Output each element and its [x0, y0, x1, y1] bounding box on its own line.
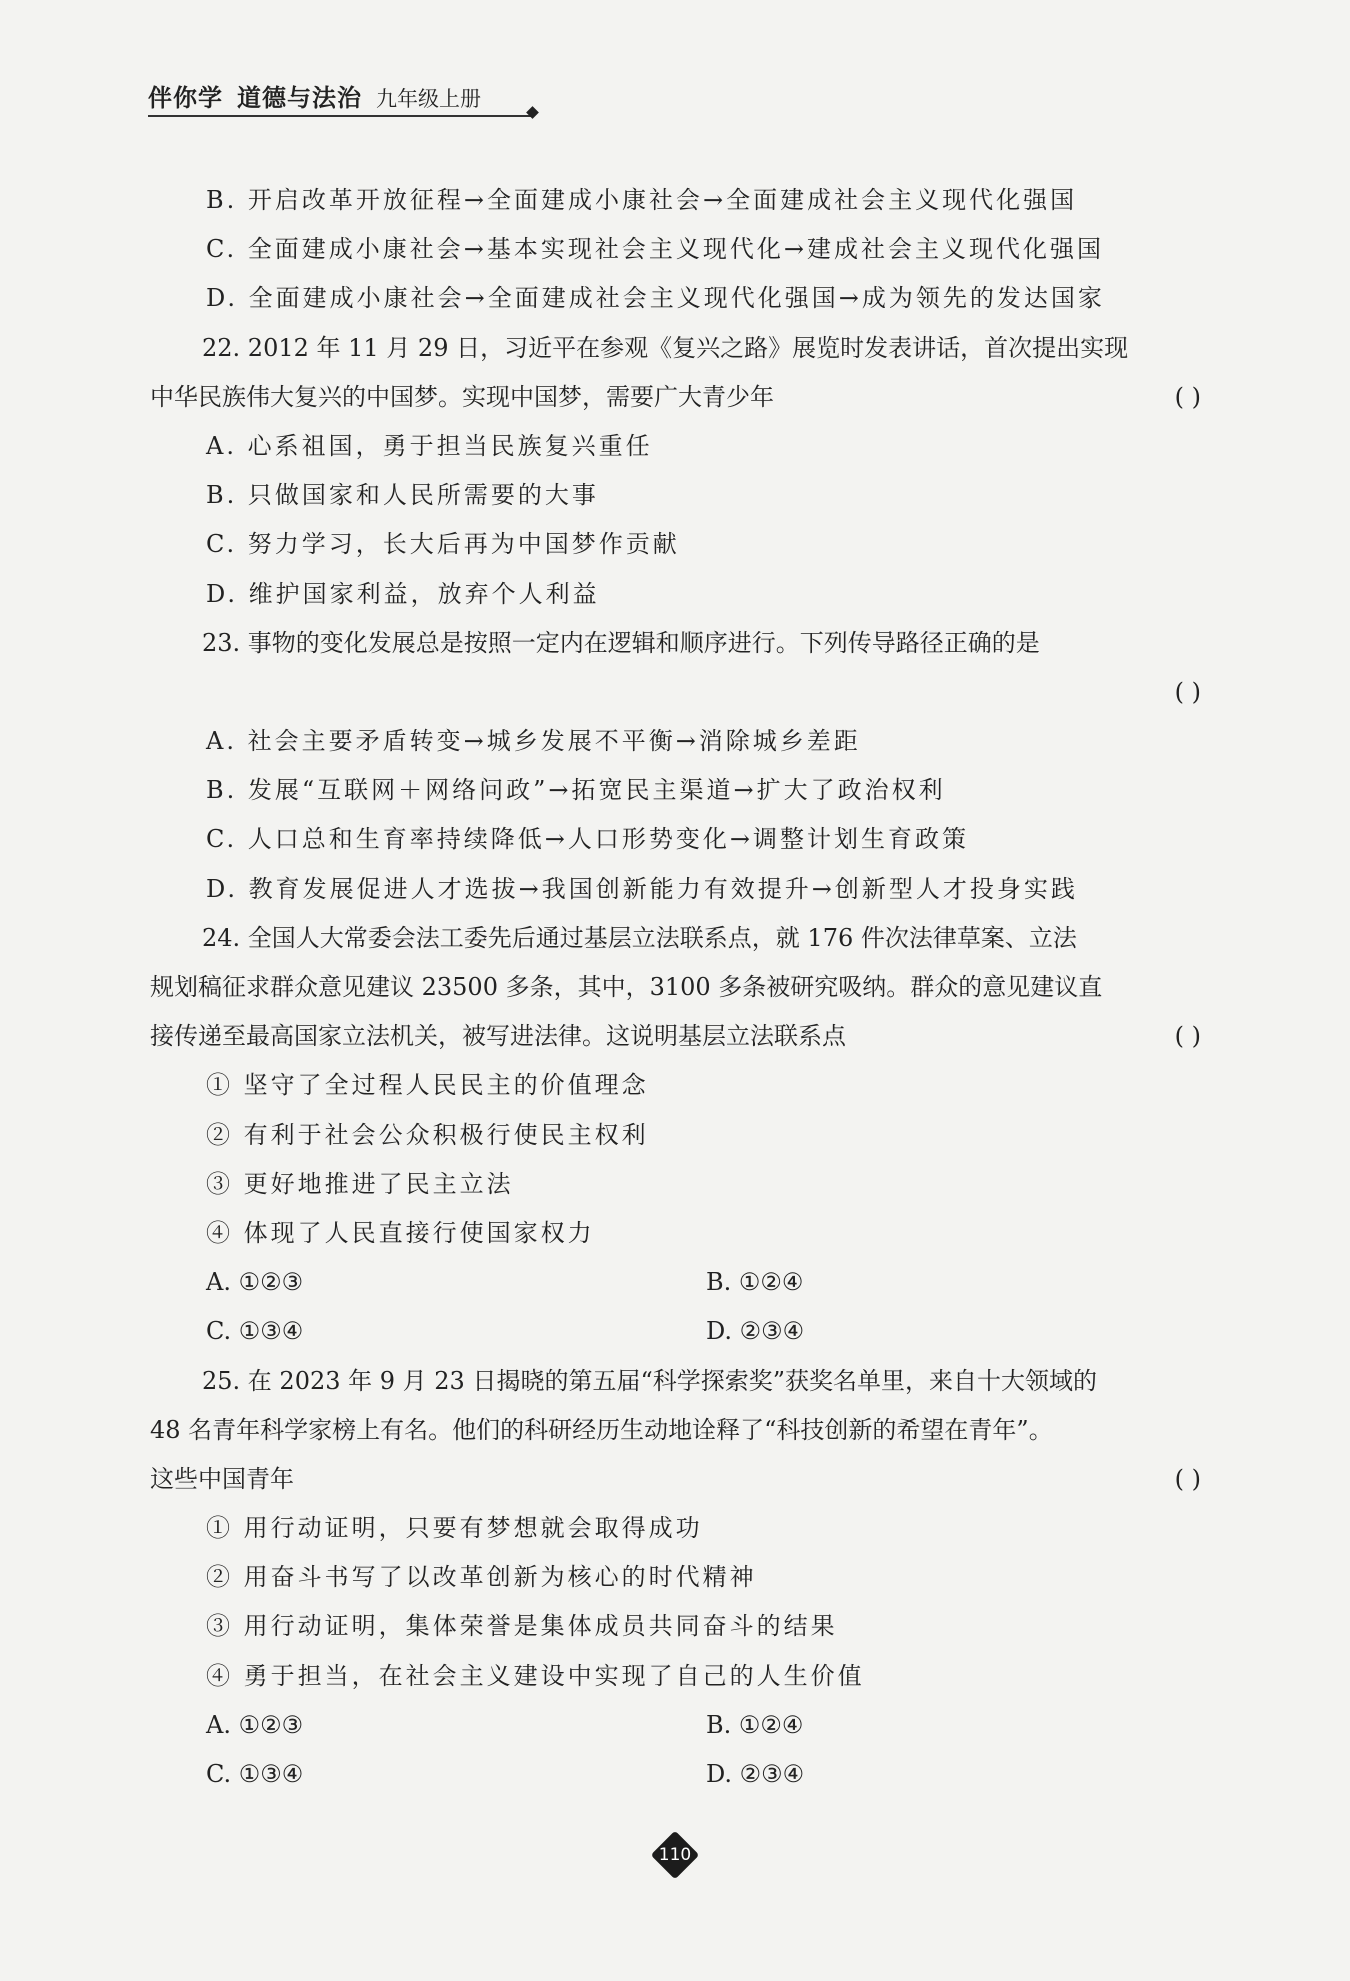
- q24-choice-a: A. ①②③: [206, 1268, 304, 1297]
- q24-choice-c: C. ①③④: [206, 1317, 304, 1346]
- q25-choice-c: C. ①③④: [206, 1760, 304, 1788]
- page-number: 110: [658, 1845, 692, 1865]
- q24-stem-line-3-row: [150, 1012, 1205, 1061]
- q22-stem-line-2-row: [150, 373, 1205, 422]
- q24-statement-2: ② 有利于社会公众积极行使民主权利: [206, 1120, 649, 1149]
- q25-stem-line-2: 48 名青年科学家榜上有名。他们的科研经历生动地诠释了“科技创新的希望在青年”。: [150, 1415, 1053, 1444]
- q22-option-a: A. 心系祖国，勇于担当民族复兴重任: [206, 431, 653, 460]
- q25-stem-line-3: 这些中国青年: [150, 1464, 294, 1493]
- q22-option-b: B. 只做国家和人民所需要的大事: [206, 481, 599, 510]
- question-content: [150, 176, 1205, 1799]
- q22-stem-line-1: 22. 2012 年 11 月 29 日，习近平在参观《复兴之路》展览时发表讲话，首次提出实现: [202, 333, 1129, 362]
- q24-choice-b: B. ①②④: [706, 1268, 804, 1297]
- q22-option-c: C. 努力学习，长大后再为中国梦作贡献: [206, 530, 680, 559]
- q24-stem-line-2: 规划稿征求群众意见建议 23500 多条，其中，3100 多条被研究吸纳。群众的意见建议直: [150, 973, 1103, 1001]
- page-number-badge: [652, 1832, 698, 1878]
- q25-stem-line-1: 25. 在 2023 年 9 月 23 日揭晓的第五届“科学探索奖”获奖名单里，来自十大领域的: [202, 1366, 1097, 1395]
- q25-statement-3: ③ 用行动证明，集体荣誉是集体成员共同奋斗的结果: [206, 1612, 838, 1641]
- q23-option-c: C. 人口总和生育率持续降低→人口形势变化→调整计划生育政策: [206, 825, 969, 854]
- running-header: [148, 78, 481, 113]
- q25-statement-2: ② 用奋斗书写了以改革创新为核心的时代精神: [206, 1563, 757, 1592]
- grade-label: 九年级上册: [376, 87, 481, 111]
- q22-answer-bracket: ( ): [1174, 382, 1201, 411]
- q23-option-d: D. 教育发展促进人才选拔→我国创新能力有效提升→创新型人才投身实践: [206, 874, 1078, 903]
- q22-option-d: D. 维护国家利益，放弃个人利益: [206, 579, 600, 608]
- series-title: 伴你学: [148, 84, 223, 112]
- q25-choices-row-2: [150, 1750, 1205, 1799]
- q25-statement-1: ① 用行动证明，只要有梦想就会取得成功: [206, 1514, 703, 1543]
- q24-statement-4: ④ 体现了人民直接行使国家权力: [206, 1218, 595, 1247]
- subject-title: 道德与法治: [237, 84, 362, 112]
- q25-choice-d: D. ②③④: [706, 1760, 805, 1788]
- q24-choices-row-1: [150, 1258, 1205, 1307]
- q24-choice-d: D. ②③④: [706, 1317, 805, 1346]
- q22-stem-line-2: 中华民族伟大复兴的中国梦。实现中国梦，需要广大青少年: [150, 382, 774, 411]
- header-rule: [148, 115, 531, 117]
- q24-statement-1: ① 坚守了全过程人民民主的价值理念: [206, 1071, 649, 1100]
- q23-option-b: B. 发展“互联网＋网络问政”→拓宽民主渠道→扩大了政治权利: [206, 776, 946, 805]
- q24-choices-row-2: [150, 1307, 1205, 1356]
- q23-option-a: A. 社会主要矛盾转变→城乡发展不平衡→消除城乡差距: [206, 727, 861, 756]
- q24-stem-line-1: 24. 全国人大常委会法工委先后通过基层立法联系点，就 176 件次法律草案、立法: [202, 923, 1077, 952]
- q24-stem-line-3: 接传递至最高国家立法机关，被写进法律。这说明基层立法联系点: [150, 1022, 846, 1051]
- q21-option-d: D. 全面建成小康社会→全面建成社会主义现代化强国→成为领先的发达国家: [206, 284, 1105, 313]
- q25-choice-a: A. ①②③: [206, 1710, 304, 1739]
- q23-answer-bracket: ( ): [1174, 677, 1201, 706]
- q25-choice-b: B. ①②④: [706, 1710, 804, 1739]
- q25-stem-line-3-row: [150, 1455, 1205, 1504]
- q24-statement-3: ③ 更好地推进了民主立法: [206, 1169, 514, 1198]
- q25-statement-4: ④ 勇于担当，在社会主义建设中实现了自己的人生价值: [206, 1661, 865, 1690]
- q21-option-b: B. 开启改革开放征程→全面建成小康社会→全面建成社会主义现代化强国: [206, 186, 1078, 214]
- q21-option-c: C. 全面建成小康社会→基本实现社会主义现代化→建成社会主义现代化强国: [206, 235, 1104, 264]
- q24-answer-bracket: ( ): [1174, 1022, 1201, 1051]
- q25-answer-bracket: ( ): [1174, 1464, 1201, 1493]
- q25-choices-row-1: [150, 1701, 1205, 1750]
- q23-stem-line-1: 23. 事物的变化发展总是按照一定内在逻辑和顺序进行。下列传导路径正确的是: [202, 628, 1040, 657]
- q23-bracket-row: [150, 668, 1205, 717]
